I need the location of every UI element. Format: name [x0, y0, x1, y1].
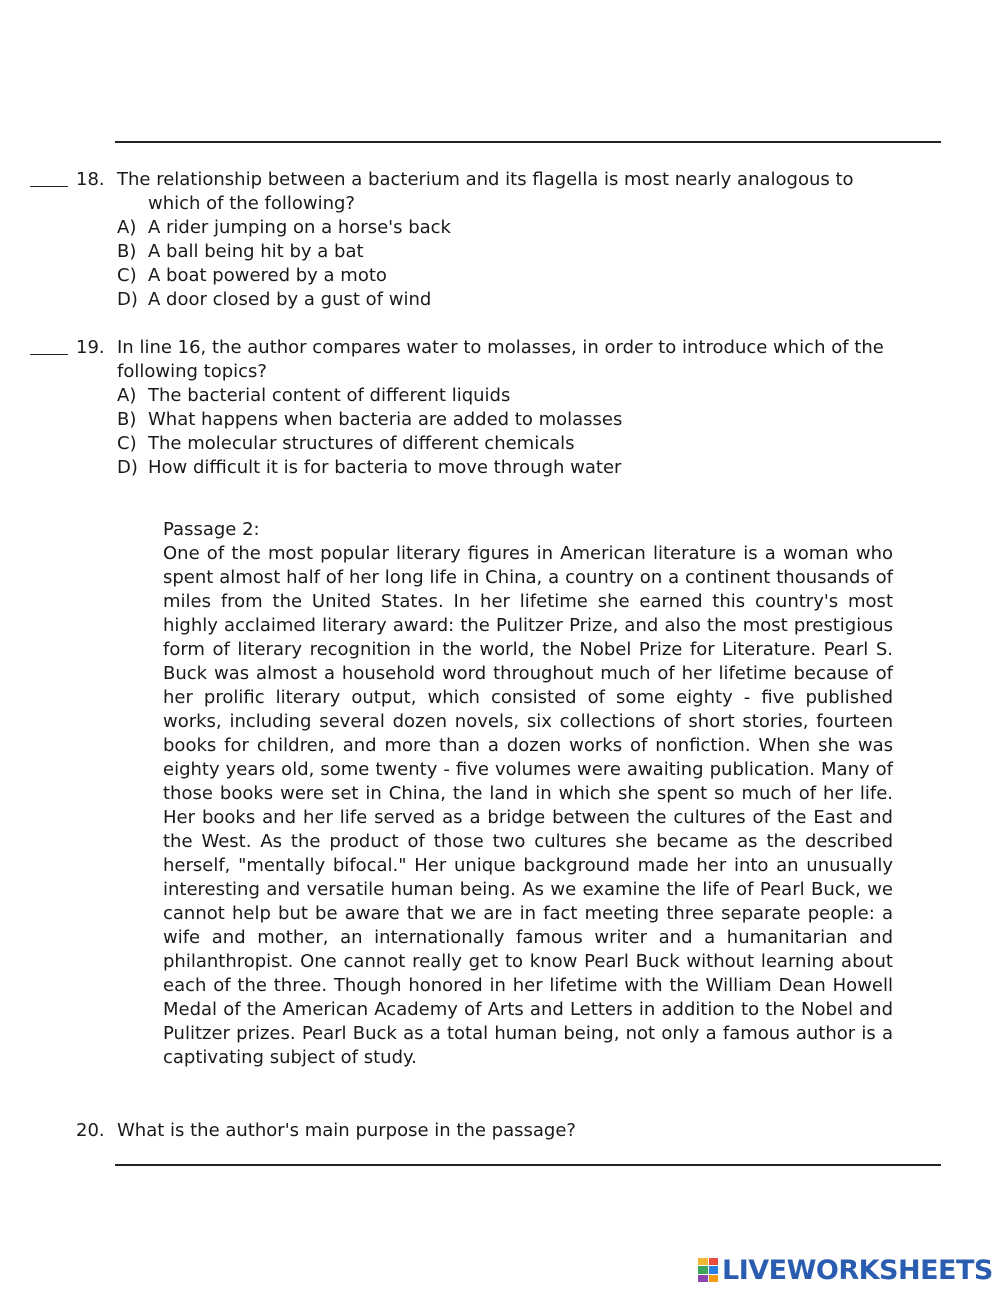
answer-line[interactable]	[115, 1164, 941, 1166]
stem-line-2: following topics?	[117, 361, 267, 382]
passage-body: One of the most popular literary figures in American literature is a woman who spent almost half of her long life in China, a country on a continent thousands of miles from the United States. In her lifetime she earned this country's most highly acclaimed literary award: the Pulitzer Prize, and also the most prestigious form of literary recognition in the world, the Nobel Prize for Literature. Pearl S. Buck was almost a household word throughout much of her lifetime because of her prolific literary output, which consisted of some eighty - five published works, including several dozen novels, six collections of short stories, fourteen books for children, and more than a dozen works of nonfiction. When she was eighty years old, some twenty - five volumes were awaiting publication. Many of those books were set in China, the land in which she spent so much of her life. Her books and her life served as a bridge between the cultures of the East and the West. As the product of those two cultures she became as the described herself, "mentally bifocal." Her unique background made her into an unusually interesting and versatile human being. As we examine the life of Pearl Buck, we cannot help but be aware that we are in fact meeting three separate people: a wife and mother, an internationally famous writer and a humanitarian and philanthropist. One cannot really get to know Pearl Buck without learning about each of the three. Though honored in her lifetime with the William Dean Howell Medal of the American Academy of Arts and Letters in addition to the Nobel and Pulitzer prizes. Pearl Buck as a total human being, not only a famous author is a captivating subject of study.	[163, 543, 893, 1068]
option-text: What happens when bacteria are added to molasses	[148, 409, 623, 430]
stem-line-1: In line 16, the author compares water to molasses, in order to introduce which of the	[117, 337, 884, 358]
option-text: A rider jumping on a horse's back	[148, 217, 451, 238]
mark-block	[709, 1266, 719, 1273]
question-stem	[117, 336, 917, 384]
stem-line-1: The relationship between a bacterium and its flagella is most nearly analogous to	[117, 169, 854, 190]
option-text: The molecular structures of different chemicals	[148, 433, 575, 454]
answer-blank-19[interactable]	[30, 336, 68, 362]
option-a	[117, 216, 451, 240]
option-c	[117, 264, 451, 288]
stem-line-1: What is the author's main purpose in the passage?	[117, 1120, 576, 1141]
top-divider	[115, 141, 941, 143]
option-text: A door closed by a gust of wind	[148, 289, 432, 310]
mark-block	[698, 1266, 708, 1273]
question-number: 19.	[76, 337, 105, 358]
option-a	[117, 384, 622, 408]
option-c	[117, 432, 622, 456]
option-letter: A)	[117, 385, 137, 406]
liveworksheets-logo	[698, 1256, 993, 1284]
question-stem	[117, 1119, 917, 1143]
options-list	[117, 216, 451, 312]
option-b	[117, 240, 451, 264]
mark-block	[698, 1258, 708, 1265]
option-d	[117, 288, 451, 312]
question-stem	[117, 168, 917, 216]
stem-line-2: which of the following?	[148, 193, 355, 214]
question-number: 18.	[76, 169, 105, 190]
option-letter: A)	[117, 217, 137, 238]
option-letter: C)	[117, 265, 137, 286]
passage-title: Passage 2:	[163, 519, 260, 540]
option-letter: B)	[117, 409, 137, 430]
option-text: A boat powered by a moto	[148, 265, 387, 286]
mark-block	[709, 1258, 719, 1265]
reading-passage	[163, 518, 893, 1070]
option-letter: D)	[117, 289, 138, 310]
mark-block	[698, 1275, 708, 1282]
option-d	[117, 456, 622, 480]
liveworksheets-mark-icon	[698, 1258, 718, 1282]
option-text: The bacterial content of different liquids	[148, 385, 511, 406]
option-text: A ball being hit by a bat	[148, 241, 364, 262]
option-letter: B)	[117, 241, 137, 262]
brand-name: LIVEWORKSHEETS	[722, 1254, 993, 1286]
question-number: 20.	[76, 1120, 105, 1141]
option-letter: D)	[117, 457, 138, 478]
option-b	[117, 408, 622, 432]
option-letter: C)	[117, 433, 137, 454]
option-text: How difficult it is for bacteria to move through water	[148, 457, 622, 478]
options-list	[117, 384, 622, 480]
mark-block	[709, 1275, 719, 1282]
answer-blank-18[interactable]	[30, 168, 68, 194]
